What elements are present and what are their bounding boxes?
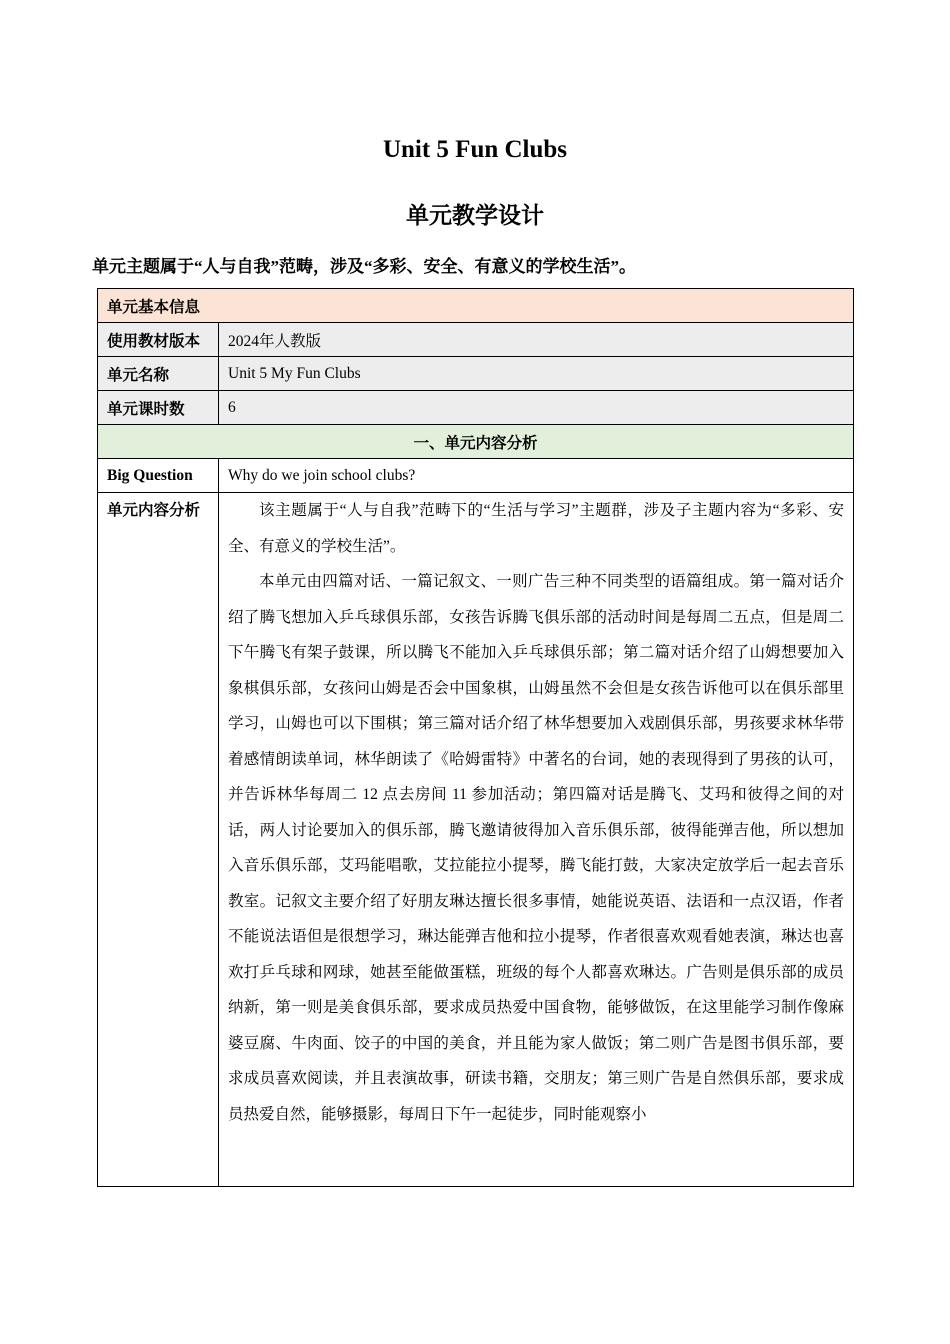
table-row bbox=[98, 391, 854, 425]
document-title-cn: 单元教学设计 bbox=[406, 203, 544, 228]
basic-info-header: 单元基本信息 bbox=[98, 289, 854, 323]
unit-theme-intro: 单元主题属于“人与自我”范畴，涉及“多彩、安全、有意义的学校生活”。 bbox=[92, 257, 636, 276]
table-row bbox=[98, 357, 854, 391]
content-paragraph-2: 本单元由四篇对话、一篇记叙文、一则广告三种不同类型的语篇组成。第一篇对话介绍了腾飞想加入乒乓球俱乐部，女孩告诉腾飞俱乐部的活动时间是每周二五点，但是周二下午腾飞有架子鼓课，所以腾飞不能加入乒乓球俱乐部；第二篇对话介绍了山姆想要加入象棋俱乐部，女孩问山姆是否会中国象棋，山姆虽然不会但是女孩告诉他可以在俱乐部里学习，山姆也可以下围棋；第三篇对话介绍了林华想要加入戏剧俱乐部，男孩要求林华带着感情朗读单词，林华朗读了《哈姆雷特》中著名的台词，她的表现得到了男孩的认可，并告诉林华每周二 12 点去房间 11 参加活动；第四篇对话是腾飞、艾玛和彼得之间的对话，两人讨论要加入的俱乐部，腾飞邀请彼得加入音乐俱乐部，彼得能弹吉他，所以想加入音乐俱乐部，艾玛能唱歌，艾拉能拉小提琴，腾飞能打鼓，大家决定放学后一起去音乐教室。记叙文主要介绍了好朋友琳达擅长很多事情，她能说英语、法语和一点汉语，作者不能说法语但是很想学习，琳达能弹吉他和拉小提琴，作者很喜欢观看她表演，琳达也喜欢打乒乓球和网球，她甚至能做蛋糕，班级的每个人都喜欢琳达。广告则是俱乐部的成员纳新，第一则是美食俱乐部，要求成员热爱中国食物，能够做饭，在这里能学习制作像麻婆豆腐、牛肉面、饺子的中国的美食，并且能为家人做饭；第二则广告是图书俱乐部，要求成员喜欢阅读，并且表演故事，研读书籍，交朋友；第三则广告是自然俱乐部，要求成员热爱自然，能够摄影，每周日下午一起徒步，同时能观察小 bbox=[228, 573, 845, 1123]
table-row bbox=[98, 493, 854, 1187]
content-analysis-body bbox=[219, 493, 854, 1187]
document-title-en: Unit 5 Fun Clubs bbox=[382, 136, 568, 163]
big-question-value: Why do we join school clubs? bbox=[219, 459, 854, 493]
content-paragraph-1: 该主题属于“人与自我”范畴下的“生活与学习”主题群，涉及子主题内容为“多彩、安全、有意义的学校生活”。 bbox=[228, 502, 845, 555]
row-value-unit-name: Unit 5 My Fun Clubs bbox=[219, 357, 854, 391]
row-value-textbook: 2024年人教版 bbox=[219, 323, 854, 357]
row-label-textbook: 使用教材版本 bbox=[98, 323, 219, 357]
row-label-unit-name: 单元名称 bbox=[98, 357, 219, 391]
table-row bbox=[98, 459, 854, 493]
row-label-lesson-count: 单元课时数 bbox=[98, 391, 219, 425]
section1-header: 一、单元内容分析 bbox=[98, 425, 854, 459]
basic-info-header-row bbox=[98, 289, 854, 323]
big-question-label: Big Question bbox=[98, 459, 219, 493]
unit-info-table bbox=[97, 288, 854, 1187]
content-analysis-label: 单元内容分析 bbox=[98, 493, 219, 1187]
section1-header-row bbox=[98, 425, 854, 459]
table-row bbox=[98, 323, 854, 357]
row-value-lesson-count: 6 bbox=[219, 391, 854, 425]
